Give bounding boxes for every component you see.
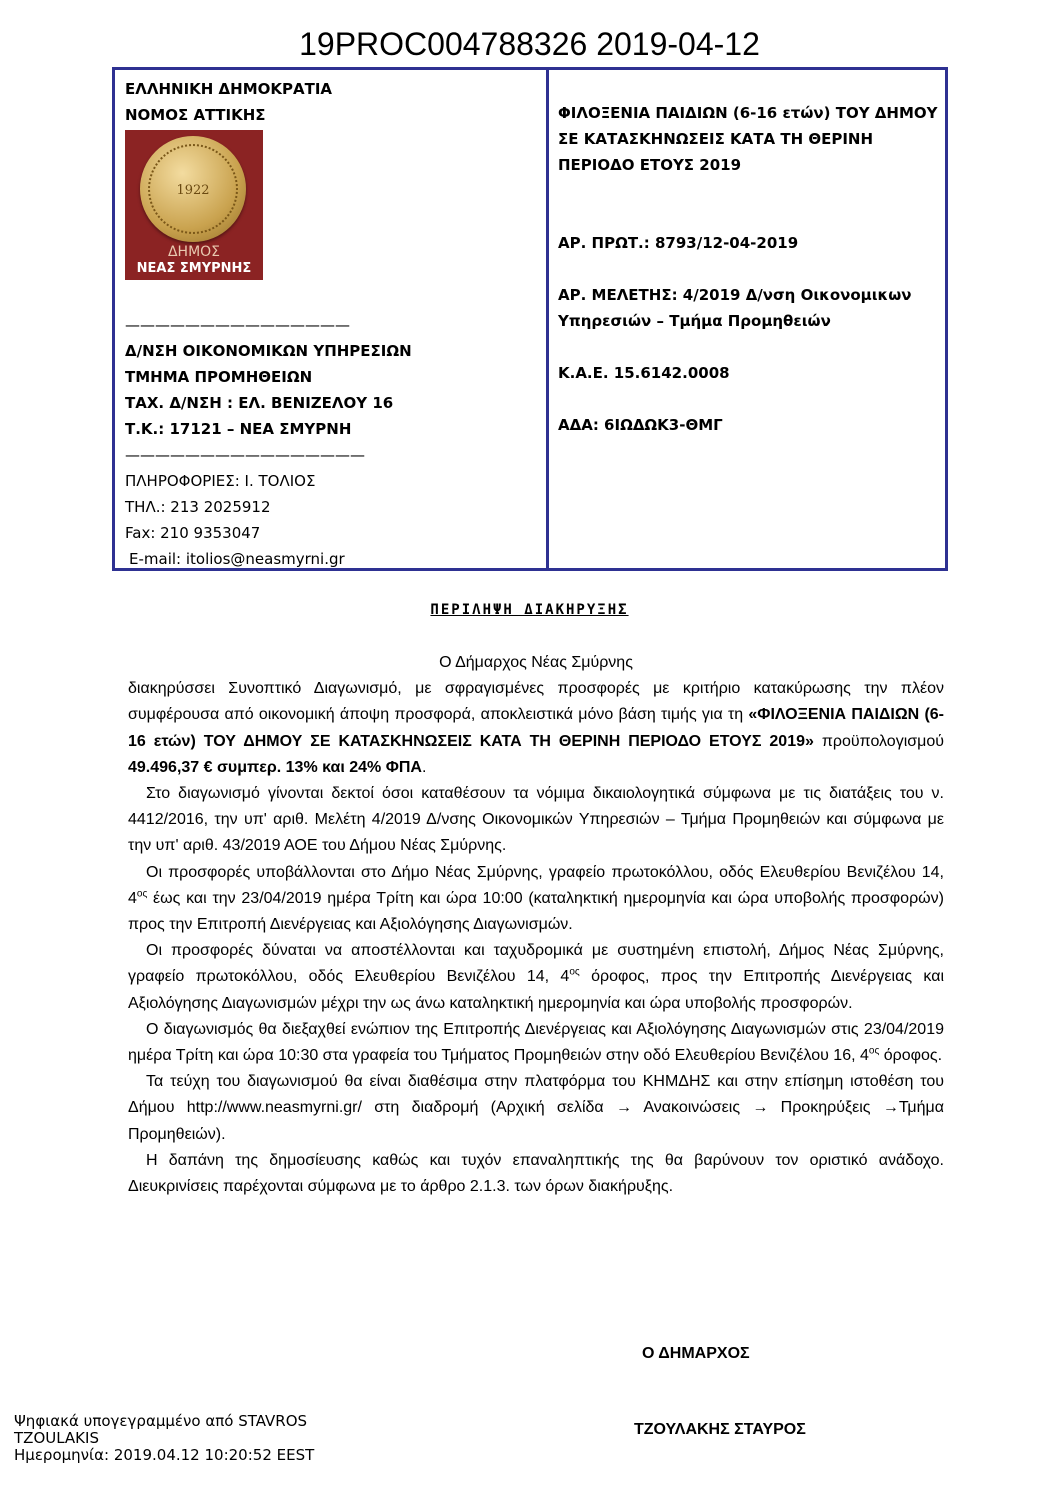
- mayor-name: ΤΖΟΥΛΑΚΗΣ ΣΤΑΥΡΟΣ: [634, 1421, 806, 1438]
- document-title: ΠΕΡΙΛΗΨΗ ΔΙΑΚΗΡΥΞΗΣ: [430, 602, 629, 618]
- signature-date: Ημερομηνία: 2019.04.12 10:20:52 EEST: [14, 1446, 315, 1464]
- p4-sup: ος: [569, 967, 580, 979]
- info-contact: ΠΛΗΡΟΦΟΡΙΕΣ: Ι. ΤΟΛΙΟΣ: [125, 472, 316, 490]
- p3-text: Οι προσφορές υποβάλλονται στο Δήμο Νέας Σμύρνης, γραφείο πρωτοκόλλου, οδός Ελευθερίου Βενιζέλου 14, 4: [128, 863, 944, 907]
- spacer: [558, 386, 938, 412]
- paragraph-3: [128, 860, 944, 939]
- coin-emblem-icon: [140, 136, 246, 242]
- republic-label: ΕΛΛΗΝΙΚΗ ΔΗΜΟΚΡΑΤΙΑ: [125, 80, 333, 98]
- department-label: ΤΜΗΜΑ ΠΡΟΜΗΘΕΙΩΝ: [125, 368, 313, 386]
- p5-text: όροφος.: [879, 1047, 943, 1065]
- fax-number: Fax: 210 9353047: [125, 524, 261, 542]
- reference-column: [558, 100, 938, 438]
- paragraph-4: [128, 938, 944, 1017]
- p1-budget: 49.496,37 € συμπερ. 13% και 24% ΦΠΑ: [128, 758, 422, 776]
- protocol-number: ΑΡ. ΠΡΩΤ.: 8793/12-04-2019: [558, 234, 799, 252]
- logo-year: 1922: [176, 183, 210, 198]
- postal-address: ΤΑΧ. Δ/ΝΣΗ : ΕΛ. ΒΕΝΙΖΕΛΟΥ 16: [125, 394, 394, 412]
- paragraph-5: [128, 1017, 944, 1069]
- separator-2: ————————————————: [125, 446, 365, 464]
- digital-signature: [14, 1413, 314, 1464]
- prefecture-label: ΝΟΜΟΣ ΑΤΤΙΚΗΣ: [125, 106, 266, 124]
- paragraph-1: [128, 676, 944, 781]
- phone-number: ΤΗΛ.: 213 2025912: [125, 498, 271, 516]
- spacer: [558, 178, 938, 204]
- ada-code: ΑΔΑ: 6ΙΩΔΩΚ3-ΘΜΓ: [558, 416, 723, 434]
- p1-text: προϋπολογισμού: [813, 732, 945, 750]
- p3-text: έως και την 23/04/2019 ημέρα Τρίτη και ώρα 10:00 (καταληκτική ημερομηνία και ώρα υποβολής προσφορών) προς την Επιτροπή Διενέργειας και Αξιολόγησης Διαγωνισμών.: [128, 889, 944, 934]
- paragraph-2: Στο διαγωνισμό γίνονται δεκτοί όσοι καταθέσουν τα νόμιμα δικαιολογητικά σύμφωνα με τις διατάξεις του ν. 4412/2016, την υπ' αριθ. Μελέτη 4/2019 Δ/νσης Οικονομικών Υπηρεσιών – Τμήμα Προμηθειών και σύμφωνα με την υπ' αριθ. 43/2019 ΑΟΕ του Δήμου Νέας Σμύρνης.: [128, 785, 944, 855]
- email-address[interactable]: E-mail: itolios@neasmyrni.gr: [129, 550, 345, 568]
- header-box: [112, 67, 948, 571]
- opening-line: Ο Δήμαρχος Νέας Σμύρνης: [439, 654, 633, 671]
- header-divider: [546, 70, 549, 568]
- p1-text: διακηρύσσει Συνοπτικό Διαγωνισμό, με σφραγισμένες προσφορές με κριτήριο κατακύρωσης την πλέον συμφέρουσα από οικονομική άποψη προσφορά, αποκλειστικά μόνο βάση τιμής για τη: [128, 680, 944, 724]
- logo-line1: ΔΗΜΟΣ: [167, 244, 221, 260]
- document-id: 19PROC004788326 2019-04-12: [299, 26, 760, 62]
- p1-subject: «ΦΙΛΟΞΕΝΙΑ ΠΑΙΔΙΩΝ (6-16 ετών) ΤΟΥ ΔΗΜΟΥ ΣΕ ΚΑΤΑΣΚΗΝΩΣΕΙΣ ΚΑΤΑ ΤΗ ΘΕΡΙΝΗ ΠΕΡΙΟΔΟ ΕΤΟΥΣ 2019»: [128, 706, 945, 750]
- p3-sup: ος: [136, 888, 148, 900]
- paragraph-6: Τα τεύχη του διαγωνισμού θα είναι διαθέσιμα στην πλατφόρμα του ΚΗΜΔΗΣ και στην επίσημη ιστοθέση του Δήμου http://www.neasmyrni.gr/ στη διαδρομή (Αρχική σελίδα → Ανακοινώσεις → Προκηρύξεις →Τμήμα Προμηθειών).: [128, 1073, 944, 1143]
- p4-text: Οι προσφορές δύναται να αποστέλλονται και ταχυδρομικά με συστημένη επιστολή, Δήμος Νέας Σμύρνης, γραφείο πρωτοκόλλου, οδός Ελευθερίου Βενιζέλου 14, 4: [128, 942, 944, 986]
- signature-line-1: Ψηφιακά υπογεγραμμένο από STAVROS: [14, 1412, 308, 1430]
- mayor-title: Ο ΔΗΜΑΡΧΟΣ: [642, 1345, 750, 1362]
- municipality-logo: [125, 130, 263, 280]
- kae-code: Κ.Α.Ε. 15.6142.0008: [558, 364, 730, 382]
- paragraph-7: Η δαπάνη της δημοσίευσης καθώς και τυχόν επαναληπτικής της θα βαρύνουν τον οριστικό ανάδοχο. Διευκρινίσεις παρέχονται σύμφωνα με το άρθρο 2.1.3. των όρων διακήρυξης.: [128, 1151, 944, 1196]
- directorate-label: Δ/ΝΣΗ ΟΙΚΟΝΟΜΙΚΩΝ ΥΠΗΡΕΣΙΩΝ: [125, 342, 412, 360]
- p5-sup: ος: [868, 1045, 880, 1057]
- subject-title: ΦΙΛΟΞΕΝΙΑ ΠΑΙΔΙΩΝ (6-16 ετών) ΤΟΥ ΔΗΜΟΥ ΣΕ ΚΑΤΑΣΚΗΝΩΣΕΙΣ ΚΑΤΑ ΤΗ ΘΕΡΙΝΗ ΠΕΡΙΟΔΟ ΕΤΟΥΣ 2019: [558, 104, 938, 174]
- postal-code: Τ.Κ.: 17121 – ΝΕΑ ΣΜΥΡΝΗ: [125, 420, 352, 438]
- study-number: ΑΡ. ΜΕΛΕΤΗΣ: 4/2019 Δ/νση Οικονομικων Υπηρεσιών – Τμήμα Προμηθειών: [558, 286, 912, 330]
- issuer-column: [125, 76, 535, 572]
- spacer: [558, 204, 938, 230]
- signature-line-2: TZOULAKIS: [14, 1429, 99, 1447]
- p1-text: .: [421, 758, 427, 776]
- p5-text: Ο διαγωνισμός θα διεξαχθεί ενώπιον της Επιτροπής Διενέργειας και Αξιολόγησης Διαγωνισμών στις 23/04/2019 ημέρα Τρίτη και ώρα 10:30 στα γραφεία του Τμήματος Προμηθειών στην οδό Ελευθερίου Βενιζέλου 16, 4: [128, 1020, 944, 1065]
- spacer: [125, 286, 535, 312]
- document-body: [128, 650, 944, 1200]
- separator-1: ———————————————: [125, 316, 350, 334]
- spacer: [558, 256, 938, 282]
- p4-text: όροφος, προς την Επιτροπής Διενέργειας και Αξιολόγησης Διαγωνισμών μέχρι την ως άνω καταληκτική ημερομηνία και ώρα υποβολής προσφορών.: [128, 968, 945, 1012]
- spacer: [558, 334, 938, 360]
- logo-line2: ΝΕΑΣ ΣΜΥΡΝΗΣ: [136, 261, 252, 276]
